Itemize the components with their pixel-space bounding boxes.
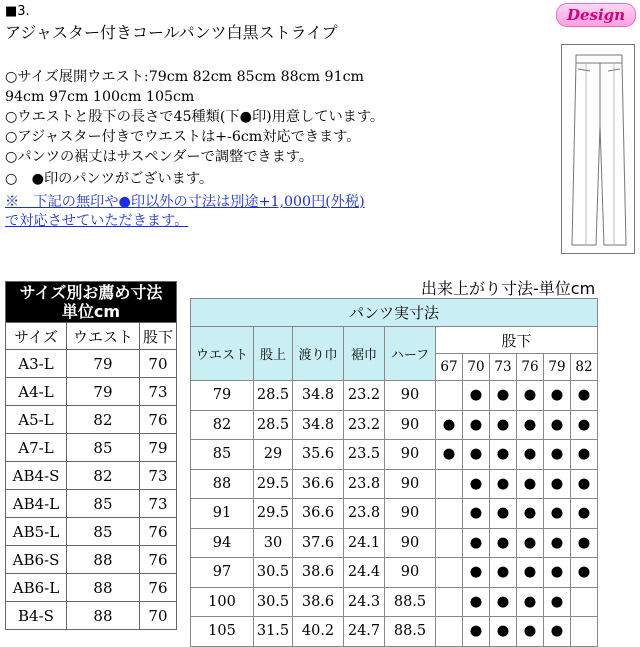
availability-dot: ● bbox=[469, 416, 483, 433]
measurement-row bbox=[191, 469, 598, 499]
inseam-header-cell: 73 bbox=[490, 354, 517, 381]
recommended-waist-cell: 88 bbox=[67, 602, 140, 630]
availability-cell bbox=[571, 558, 598, 588]
recommended-inseam-cell: 79 bbox=[139, 434, 176, 462]
recommended-waist-cell: 85 bbox=[67, 490, 140, 518]
availability-cell bbox=[463, 617, 490, 647]
measurement-half-cell: 90 bbox=[385, 381, 436, 411]
availability-cell bbox=[436, 381, 463, 411]
variation-note: ○ウエストと股下の長さで45種類(下●印)用意しています。 bbox=[5, 109, 385, 125]
availability-dot: ● bbox=[577, 387, 591, 404]
measurement-waist-cell: 91 bbox=[191, 499, 254, 529]
availability-cell bbox=[544, 617, 571, 647]
availability-cell bbox=[463, 528, 490, 558]
header-inseam-group: 股下 bbox=[436, 327, 598, 354]
measurement-hem-cell: 24.1 bbox=[344, 528, 385, 558]
availability-dot: ● bbox=[550, 416, 564, 433]
header-half: ハーフ bbox=[385, 327, 436, 381]
measurement-rise-cell: 28.5 bbox=[254, 381, 293, 411]
measurement-rise-cell: 29 bbox=[254, 440, 293, 470]
measurement-hem-cell: 23.8 bbox=[344, 469, 385, 499]
availability-cell bbox=[571, 440, 598, 470]
recommended-row bbox=[6, 462, 177, 490]
measurement-table-title: パンツ実寸法 bbox=[191, 299, 598, 327]
availability-cell bbox=[544, 381, 571, 411]
recommended-waist-cell: 79 bbox=[67, 350, 140, 378]
availability-cell bbox=[463, 381, 490, 411]
recommended-inseam-cell: 70 bbox=[139, 350, 176, 378]
availability-dot: ● bbox=[550, 593, 564, 610]
availability-cell bbox=[544, 410, 571, 440]
measurement-row bbox=[191, 617, 598, 647]
availability-dot: ● bbox=[523, 416, 537, 433]
pants-drawing bbox=[562, 45, 634, 253]
availability-dot: ● bbox=[523, 387, 537, 404]
availability-cell bbox=[544, 440, 571, 470]
recommended-inseam-cell: 76 bbox=[139, 546, 176, 574]
availability-dot: ● bbox=[496, 534, 510, 551]
recommended-inseam-cell: 76 bbox=[139, 406, 176, 434]
availability-dot: ● bbox=[577, 446, 591, 463]
header-inseam: 股下 bbox=[139, 323, 176, 350]
recommended-size-cell: AB5-L bbox=[6, 518, 67, 546]
measurement-row bbox=[191, 410, 598, 440]
measurement-thigh-cell: 40.2 bbox=[293, 617, 344, 647]
availability-dot: ● bbox=[577, 505, 591, 522]
measurement-thigh-cell: 35.6 bbox=[293, 440, 344, 470]
availability-cell bbox=[490, 528, 517, 558]
availability-cell bbox=[463, 558, 490, 588]
availability-cell bbox=[436, 528, 463, 558]
recommended-row bbox=[6, 378, 177, 406]
measurement-hem-cell: 24.4 bbox=[344, 558, 385, 588]
availability-cell bbox=[436, 440, 463, 470]
availability-cell bbox=[571, 499, 598, 529]
availability-cell bbox=[517, 499, 544, 529]
availability-cell bbox=[490, 469, 517, 499]
measurement-half-cell: 90 bbox=[385, 558, 436, 588]
availability-cell bbox=[517, 440, 544, 470]
recommended-inseam-cell: 76 bbox=[139, 574, 176, 602]
measurement-waist-cell: 97 bbox=[191, 558, 254, 588]
availability-dot: ● bbox=[550, 387, 564, 404]
availability-cell bbox=[463, 410, 490, 440]
measurement-hem-cell: 23.2 bbox=[344, 410, 385, 440]
inseam-header-cell: 70 bbox=[463, 354, 490, 381]
availability-dot: ● bbox=[496, 564, 510, 581]
measurement-row bbox=[191, 440, 598, 470]
recommended-row bbox=[6, 602, 177, 630]
pants-illustration bbox=[561, 44, 635, 254]
measurement-caption: 出来上がり寸法-単位cm bbox=[421, 279, 596, 298]
availability-cell bbox=[436, 499, 463, 529]
availability-cell bbox=[490, 617, 517, 647]
item-number: ■3. bbox=[5, 4, 30, 19]
measurement-waist-cell: 82 bbox=[191, 410, 254, 440]
measurement-waist-cell: 79 bbox=[191, 381, 254, 411]
availability-dot: ● bbox=[523, 623, 537, 640]
availability-cell bbox=[517, 410, 544, 440]
availability-dot: ● bbox=[496, 593, 510, 610]
recommended-inseam-cell: 73 bbox=[139, 462, 176, 490]
header-thigh: 渡り巾 bbox=[293, 327, 344, 381]
adjuster-note: ○アジャスター付きでウエストは+-6cm対応できます。 bbox=[5, 129, 361, 145]
availability-dot: ● bbox=[523, 446, 537, 463]
recommended-row bbox=[6, 490, 177, 518]
availability-dot: ● bbox=[469, 534, 483, 551]
product-title: アジャスター付きコールパンツ白黒ストライプ bbox=[5, 23, 338, 42]
availability-cell bbox=[436, 410, 463, 440]
recommended-size-cell: A5-L bbox=[6, 406, 67, 434]
availability-dot: ● bbox=[496, 475, 510, 492]
inseam-header-cell: 76 bbox=[517, 354, 544, 381]
measurement-rise-cell: 30.5 bbox=[254, 558, 293, 588]
availability-dot: ● bbox=[577, 416, 591, 433]
measurement-rise-cell: 31.5 bbox=[254, 617, 293, 647]
availability-cell bbox=[571, 617, 598, 647]
availability-cell bbox=[544, 528, 571, 558]
recommended-waist-cell: 79 bbox=[67, 378, 140, 406]
availability-dot: ● bbox=[496, 416, 510, 433]
availability-cell bbox=[490, 440, 517, 470]
measurement-half-cell: 88.5 bbox=[385, 587, 436, 617]
availability-dot: ● bbox=[523, 475, 537, 492]
size-range-line: ○サイズ展開ウエスト:79cm 82cm 85cm 88cm 91cm bbox=[5, 69, 365, 85]
measurement-row bbox=[191, 499, 598, 529]
availability-cell bbox=[517, 381, 544, 411]
recommended-table-title bbox=[6, 282, 177, 323]
availability-cell bbox=[571, 528, 598, 558]
availability-dot: ● bbox=[577, 534, 591, 551]
measurement-hem-cell: 24.3 bbox=[344, 587, 385, 617]
recommended-size-cell: B4-S bbox=[6, 602, 67, 630]
measurement-half-cell: 90 bbox=[385, 499, 436, 529]
availability-dot: ● bbox=[469, 505, 483, 522]
measurement-thigh-cell: 36.6 bbox=[293, 499, 344, 529]
measurement-half-cell: 90 bbox=[385, 440, 436, 470]
recommended-size-cell: A7-L bbox=[6, 434, 67, 462]
availability-dot: ● bbox=[550, 446, 564, 463]
measurement-hem-cell: 23.2 bbox=[344, 381, 385, 411]
availability-dot: ● bbox=[550, 623, 564, 640]
header-waist: ウエスト bbox=[67, 323, 140, 350]
availability-cell bbox=[490, 587, 517, 617]
recommended-title-line1: サイズ別お薦め寸法 bbox=[19, 283, 163, 302]
measurement-thigh-cell: 36.6 bbox=[293, 469, 344, 499]
availability-cell bbox=[517, 617, 544, 647]
measurement-waist-cell: 100 bbox=[191, 587, 254, 617]
header-hem: 裾巾 bbox=[344, 327, 385, 381]
measurement-waist-cell: 105 bbox=[191, 617, 254, 647]
availability-cell bbox=[463, 499, 490, 529]
availability-cell bbox=[544, 469, 571, 499]
availability-cell bbox=[490, 558, 517, 588]
availability-cell bbox=[571, 469, 598, 499]
recommended-row bbox=[6, 546, 177, 574]
recommended-inseam-cell: 73 bbox=[139, 378, 176, 406]
availability-cell bbox=[490, 410, 517, 440]
recommended-row bbox=[6, 350, 177, 378]
custom-size-note-link[interactable]: ※ 下記の無印や●印以外の寸法は別途+1,000円(外税) bbox=[5, 194, 365, 210]
availability-dot: ● bbox=[469, 387, 483, 404]
recommended-waist-cell: 85 bbox=[67, 434, 140, 462]
inseam-header-cell: 67 bbox=[436, 354, 463, 381]
measurement-rise-cell: 30.5 bbox=[254, 587, 293, 617]
measurement-hem-cell: 23.8 bbox=[344, 499, 385, 529]
measurement-half-cell: 90 bbox=[385, 410, 436, 440]
measurement-waist-cell: 85 bbox=[191, 440, 254, 470]
availability-cell bbox=[463, 440, 490, 470]
availability-cell bbox=[517, 469, 544, 499]
availability-cell bbox=[517, 558, 544, 588]
availability-dot: ● bbox=[469, 564, 483, 581]
inseam-header-cell: 79 bbox=[544, 354, 571, 381]
measurement-rise-cell: 28.5 bbox=[254, 410, 293, 440]
availability-cell bbox=[571, 410, 598, 440]
recommended-size-cell: A4-L bbox=[6, 378, 67, 406]
recommended-row bbox=[6, 574, 177, 602]
recommended-waist-cell: 82 bbox=[67, 462, 140, 490]
measurement-half-cell: 88.5 bbox=[385, 617, 436, 647]
measurement-hem-cell: 24.7 bbox=[344, 617, 385, 647]
recommended-size-cell: AB4-S bbox=[6, 462, 67, 490]
availability-dot: ● bbox=[577, 564, 591, 581]
availability-dot: ● bbox=[496, 446, 510, 463]
measurement-thigh-cell: 38.6 bbox=[293, 587, 344, 617]
availability-dot: ● bbox=[469, 475, 483, 492]
availability-cell bbox=[490, 381, 517, 411]
measurement-row bbox=[191, 558, 598, 588]
availability-dot: ● bbox=[442, 446, 456, 463]
size-range-line-2: 94cm 97cm 100cm 105cm bbox=[5, 89, 195, 105]
recommended-size-cell: A3-L bbox=[6, 350, 67, 378]
recommended-size-cell: AB6-S bbox=[6, 546, 67, 574]
availability-dot: ● bbox=[442, 416, 456, 433]
recommended-row bbox=[6, 434, 177, 462]
recommended-inseam-cell: 73 bbox=[139, 490, 176, 518]
availability-dot: ● bbox=[496, 505, 510, 522]
measurement-row bbox=[191, 528, 598, 558]
availability-dot: ● bbox=[469, 593, 483, 610]
measurement-waist-cell: 88 bbox=[191, 469, 254, 499]
availability-dot: ● bbox=[550, 475, 564, 492]
measurement-hem-cell: 23.5 bbox=[344, 440, 385, 470]
availability-dot: ● bbox=[550, 534, 564, 551]
design-badge: Design bbox=[556, 3, 636, 27]
pants-measurement-table bbox=[190, 298, 598, 647]
measurement-thigh-cell: 34.8 bbox=[293, 410, 344, 440]
measurement-thigh-cell: 38.6 bbox=[293, 558, 344, 588]
measurement-rise-cell: 29.5 bbox=[254, 499, 293, 529]
measurement-waist-cell: 94 bbox=[191, 528, 254, 558]
recommended-size-cell: AB6-L bbox=[6, 574, 67, 602]
measurement-half-cell: 90 bbox=[385, 528, 436, 558]
availability-note: ○ ●印のパンツがございます。 bbox=[5, 171, 214, 187]
recommended-size-cell: AB4-L bbox=[6, 490, 67, 518]
availability-cell bbox=[436, 617, 463, 647]
header-rise: 股上 bbox=[254, 327, 293, 381]
availability-cell bbox=[571, 587, 598, 617]
measurement-thigh-cell: 37.6 bbox=[293, 528, 344, 558]
recommended-inseam-cell: 76 bbox=[139, 518, 176, 546]
availability-dot: ● bbox=[469, 446, 483, 463]
availability-dot: ● bbox=[496, 387, 510, 404]
recommended-row bbox=[6, 406, 177, 434]
recommended-size-table bbox=[5, 281, 177, 630]
availability-cell bbox=[463, 469, 490, 499]
recommended-waist-cell: 85 bbox=[67, 518, 140, 546]
availability-cell bbox=[517, 528, 544, 558]
measurement-rise-cell: 30 bbox=[254, 528, 293, 558]
availability-dot: ● bbox=[523, 534, 537, 551]
recommended-title-line2: 単位cm bbox=[61, 302, 121, 321]
header-size: サイズ bbox=[6, 323, 67, 350]
availability-cell bbox=[517, 587, 544, 617]
measurement-row bbox=[191, 381, 598, 411]
suspender-note: ○パンツの裾丈はサスペンダーで調整できます。 bbox=[5, 149, 314, 165]
availability-dot: ● bbox=[469, 623, 483, 640]
availability-dot: ● bbox=[496, 623, 510, 640]
measurement-row bbox=[191, 587, 598, 617]
availability-cell bbox=[544, 587, 571, 617]
availability-cell bbox=[544, 499, 571, 529]
availability-dot: ● bbox=[523, 593, 537, 610]
availability-dot: ● bbox=[577, 475, 591, 492]
availability-cell bbox=[436, 558, 463, 588]
recommended-waist-cell: 88 bbox=[67, 546, 140, 574]
inseam-header-cell: 82 bbox=[571, 354, 598, 381]
recommended-row bbox=[6, 518, 177, 546]
measurement-rise-cell: 29.5 bbox=[254, 469, 293, 499]
availability-cell bbox=[571, 381, 598, 411]
custom-size-note-link-2[interactable]: で対応させていただきます。 bbox=[5, 213, 189, 229]
recommended-waist-cell: 88 bbox=[67, 574, 140, 602]
recommended-inseam-cell: 70 bbox=[139, 602, 176, 630]
availability-cell bbox=[436, 587, 463, 617]
availability-dot: ● bbox=[523, 564, 537, 581]
recommended-waist-cell: 82 bbox=[67, 406, 140, 434]
availability-dot: ● bbox=[550, 564, 564, 581]
availability-cell bbox=[544, 558, 571, 588]
measurement-thigh-cell: 34.8 bbox=[293, 381, 344, 411]
measurement-half-cell: 90 bbox=[385, 469, 436, 499]
availability-cell bbox=[436, 469, 463, 499]
availability-dot: ● bbox=[550, 505, 564, 522]
header-waist: ウエスト bbox=[191, 327, 254, 381]
availability-cell bbox=[463, 587, 490, 617]
availability-dot: ● bbox=[523, 505, 537, 522]
availability-cell bbox=[490, 499, 517, 529]
